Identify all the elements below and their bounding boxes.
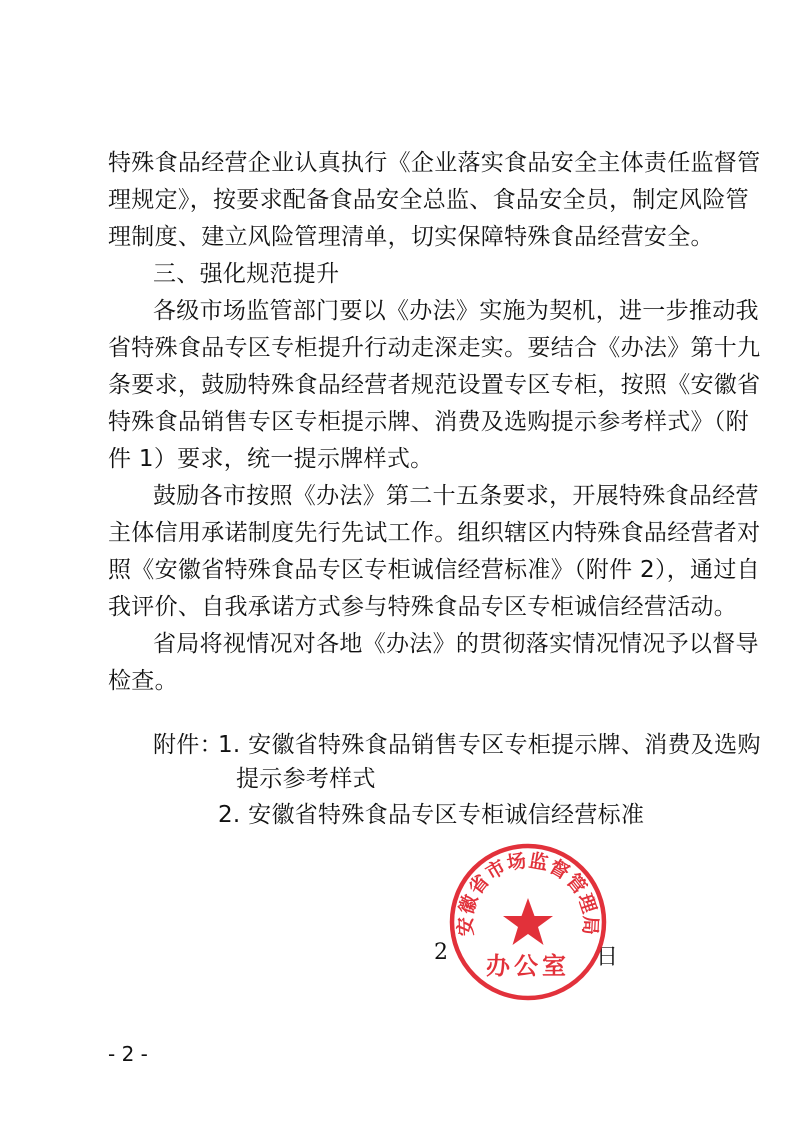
seal-star-icon: [503, 898, 553, 945]
attachment-item-1: 1. 安徽省特殊食品销售专区专柜提示牌、消费及选购: [218, 732, 761, 758]
body-line: 条要求，鼓励特殊食品经营者规范设置专区专柜，按照《安徽省: [108, 372, 761, 398]
seal-bottom-text: 办公室: [486, 951, 570, 980]
body-line: 特殊食品销售专区专柜提示牌、消费及选购提示参考样式》（附: [108, 409, 749, 435]
attachment-item-2: 2. 安徽省特殊食品专区专柜诚信经营标准: [218, 802, 645, 828]
body-line: 理规定》，按要求配备食品安全总监、食品安全员，制定风险管: [108, 187, 749, 213]
body-line: 件 1）要求，统一提示牌样式。: [108, 446, 434, 472]
body-line: 主体信用承诺制度先行先试工作。组织辖区内特殊食品经营者对: [108, 520, 761, 546]
body-line: 理制度、建立风险管理清单，切实保障特殊食品经营安全。: [108, 224, 714, 250]
date-fragment-right: 日: [596, 945, 619, 970]
attachments-label: 附件：: [153, 732, 223, 758]
body-line: 照《安徽省特殊食品专区专柜诚信经营标准》（附件 2），通过自: [108, 557, 760, 583]
seal-graphic: [446, 840, 610, 1004]
body-line: 我评价、自我承诺方式参与特殊食品专区专柜诚信经营活动。: [108, 594, 738, 620]
date-fragment-left: 2: [434, 940, 448, 965]
seal-arc-text: 安徽省市场监督管理局: [454, 849, 602, 937]
body-line: 省局将视情况对各地《办法》的贯彻落实情况情况予以督导: [153, 631, 759, 657]
body-line: 各级市场监管部门要以《办法》实施为契机，进一步推动我: [153, 298, 759, 324]
body-line: 省特殊食品专区专柜提升行动走深走实。要结合《办法》第十九: [108, 335, 761, 361]
page-number: - 2 -: [108, 1042, 148, 1066]
body-line: 特殊食品经营企业认真执行《企业落实食品安全主体责任监督管: [108, 150, 761, 176]
body-line: 鼓励各市按照《办法》第二十五条要求，开展特殊食品经营: [153, 483, 759, 509]
attachment-item-1-cont: 提示参考样式: [236, 766, 376, 792]
section-heading: 三、强化规范提升: [153, 261, 340, 287]
official-seal-stamp: [446, 840, 610, 1004]
body-line: 检查。: [108, 668, 178, 694]
